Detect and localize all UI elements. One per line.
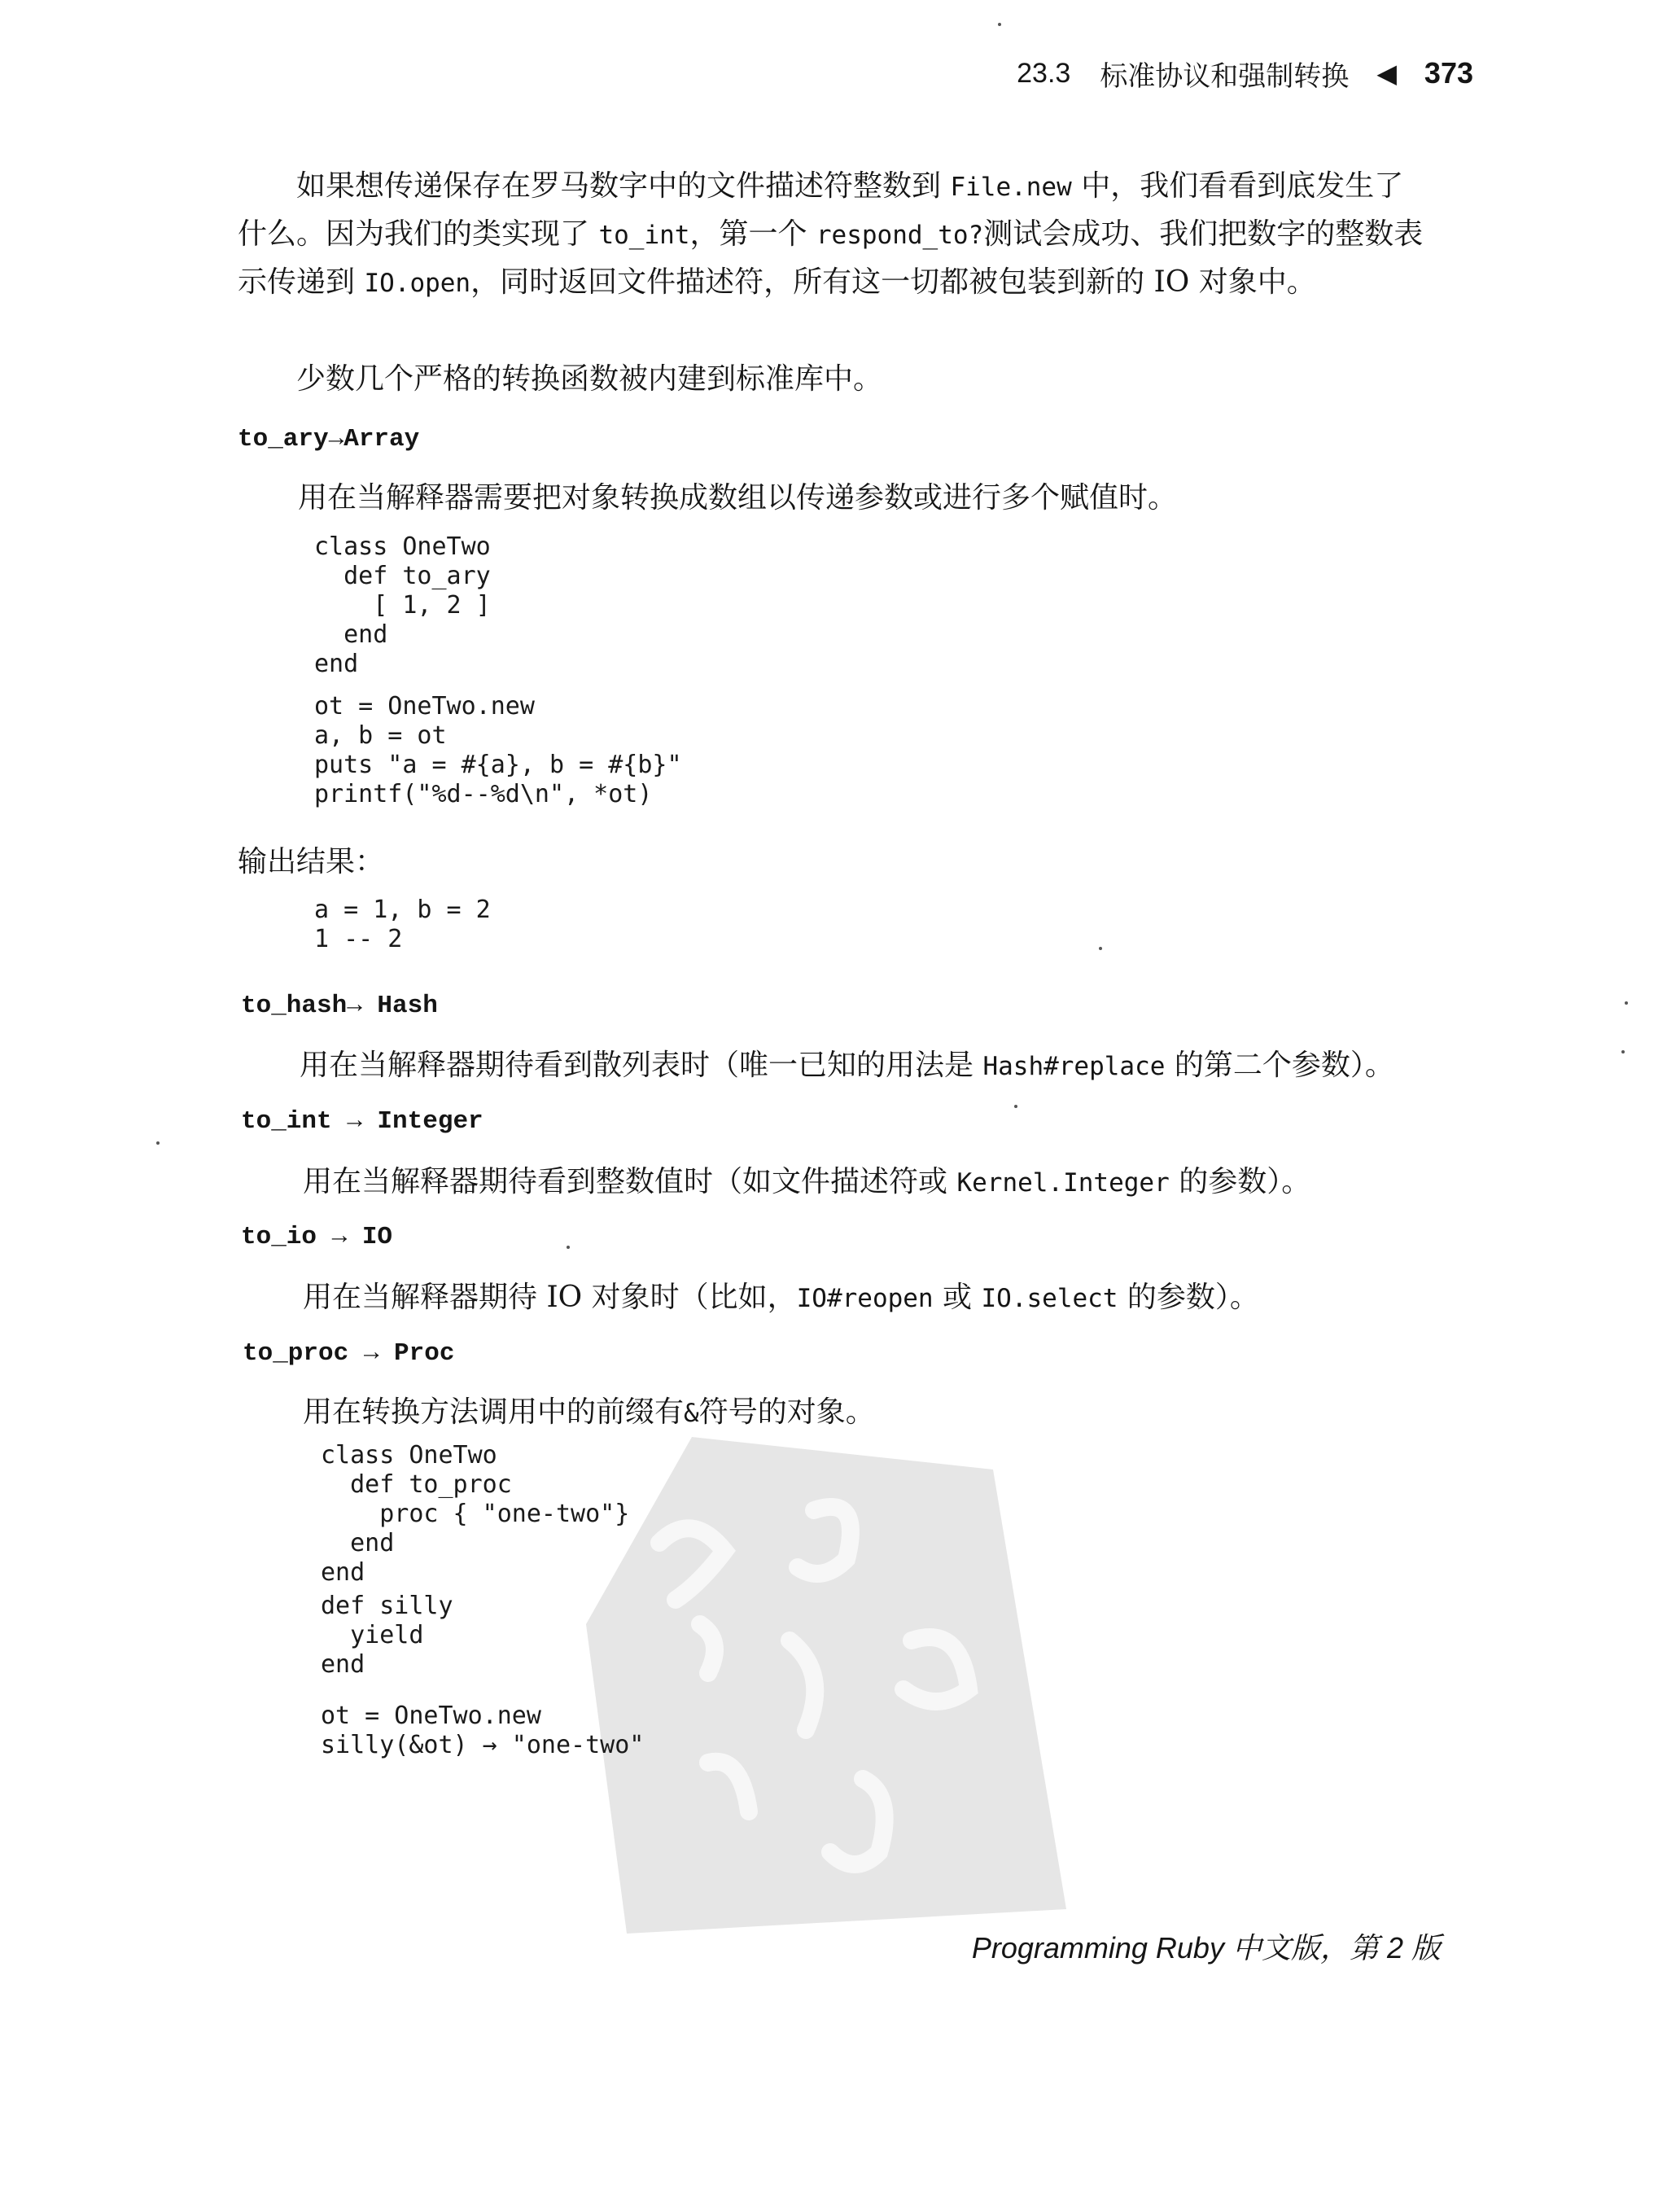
code-kernel-integer: Kernel.Integer: [956, 1168, 1170, 1198]
scan-speck: [156, 1141, 160, 1145]
running-header: [936, 52, 1473, 94]
scan-speck: [1621, 1050, 1625, 1053]
code-block-to-proc-class: class OneTwo def to_proc proc { "one-two"} end end: [321, 1441, 630, 1587]
scan-speck: [567, 1246, 570, 1249]
scan-speck: [1014, 1105, 1017, 1108]
desc-to-hash: 用在当解释器期待看到散列表时（唯一已知的用法是 Hash#replace 的第二个参数）。: [300, 1049, 1394, 1082]
code-hash-replace: Hash#replace: [982, 1052, 1166, 1081]
page-footer: Programming Ruby 中文版，第 2 版: [971, 1931, 1441, 1965]
section-number: 23.3: [1017, 57, 1071, 89]
code-io-reopen: IO#reopen: [796, 1284, 934, 1313]
left-arrow-icon: ◀: [1376, 59, 1397, 88]
code-to-int: to_int: [598, 221, 690, 250]
code-file-new: File.new: [950, 173, 1072, 202]
term-to-int: to_int → Integer: [241, 1107, 483, 1136]
desc-to-proc: 用在转换方法调用中的前缀有&符号的对象。: [303, 1395, 875, 1429]
term-to-hash: to_hash→ Hash: [241, 992, 438, 1020]
intro-paragraph: 如果想传递保存在罗马数字中的文件描述符整数到 File.new 中，我们看看到底发生了什么。因为我们的类实现了 to_int，第一个 respond_to?测试会成功、我们把数字的整数表示传递到 IO.open，同时返回文件描述符，所有这一切都被包装到新的 IO 对象中。: [238, 169, 1424, 299]
desc-to-ary: 用在当解释器需要把对象转换成数组以传递参数或进行多个赋值时。: [298, 481, 1178, 515]
code-respond-to: respond_to?: [816, 221, 984, 250]
code-block-to-ary-class: class OneTwo def to_ary [ 1, 2 ] end end: [314, 532, 491, 678]
scan-speck: [1625, 1001, 1628, 1005]
term-to-proc: to_proc → Proc: [243, 1339, 455, 1368]
code-block-silly: def silly yield end: [321, 1592, 453, 1679]
code-io-open: IO.open: [364, 269, 471, 298]
scan-speck: [1099, 947, 1102, 950]
term-to-ary: to_ary→Array: [238, 425, 420, 453]
code-block-to-proc-usage: ot = OneTwo.new silly(&ot) → "one-two": [321, 1702, 645, 1759]
section-title: 标准协议和强制转换: [1100, 60, 1350, 92]
page-number: 373: [1424, 56, 1473, 90]
code-block-to-ary-usage: ot = OneTwo.new a, b = ot puts "a = #{a}, b = #{b}" printf("%d--%d\n", *ot): [314, 692, 682, 808]
intro-paragraph-2: 少数几个严格的转换函数被内建到标准库中。: [296, 362, 883, 396]
desc-to-int: 用在当解释器期待看到整数值时（如文件描述符或 Kernel.Integer 的参数）。: [303, 1165, 1311, 1198]
code-io-select: IO.select: [981, 1284, 1118, 1313]
code-ampersand: &: [684, 1399, 699, 1428]
scan-speck: [998, 23, 1001, 26]
desc-to-io: 用在当解释器期待 IO 对象时（比如，IO#reopen 或 IO.select 的参数）。: [303, 1281, 1259, 1314]
output-label: 输出结果：: [238, 845, 385, 878]
code-block-output: a = 1, b = 2 1 -- 2: [314, 896, 491, 953]
seal-watermark-image: [570, 1421, 1074, 1942]
term-to-io: to_io → IO: [241, 1223, 393, 1251]
